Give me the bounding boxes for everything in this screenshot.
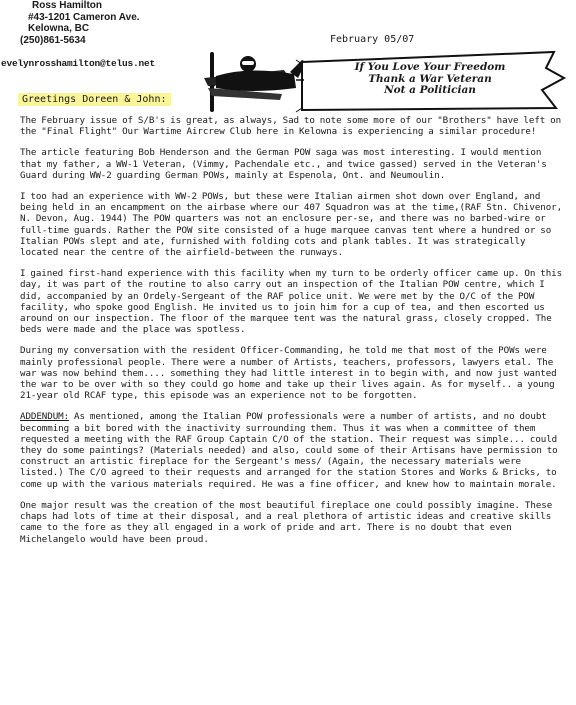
addendum-paragraph [20, 411, 565, 489]
sender-address: #43-1201 Cameron Ave. [28, 11, 140, 23]
sender-phone: (250)861-5634 [20, 34, 86, 46]
addendum-text: As mentioned, among the Italian POW professionals were a number of artists, and no doubt becomming a bit bored with the inactivity surrounding them. Thus it was when a committee of them requested a meeting with the RAF Group Captain C/O of the station. Their request was simple... could they do some paintings? (Materials needed) and also, could some of their Artisans have permission to construct an artistic fireplace for the Sergeant's mess/ (Again, the necessary materials were listed.) The C/O agreed to their requests and arranged for the station Stores and Works & Bricks, to come up with the various materials required. He was a fine officer, and knew how to maintain morale. [20, 411, 558, 490]
greeting: Greetings Doreen & John: [18, 93, 171, 106]
sender-email: evelynrosshamilton@telus.net [1, 58, 156, 69]
paragraph-5: During my conversation with the resident Officer-Commanding, he told me that most of the POWs were mainly professional people. There were a number of Artists, teachers, professors, lawyers etal. The war was now behind them.... something they had little interest in to begin with, and now just wanted the war to be over with so they could go home and take up their lives again. As for myself.. a young 21-year old RCAF type, this episode was an experience not to be forgotten. [20, 345, 557, 402]
letter-body [20, 115, 565, 555]
sender-name: Ross Hamilton [32, 0, 103, 11]
sender-city: Kelowna, BC [28, 23, 90, 34]
sender-block [20, 0, 140, 46]
banner-line-2: Thank a War Veteran [368, 72, 492, 85]
paragraph-3: I too had an experience with WW-2 POWs, but these were Italian airmen shot down over England, and being held in an encampment on the airbase where our 407 Squadron was at the time,(RAF Stn. Chivenor, N. Devon, Aug. 1944) The POW quarters was not an enclosure per-se, and there was no barbed-wire or full-time guards. Rather the POW site consisted of a huge marquee canvas tent where a hundred or so Italian POWs slept and ate, furnished with folding cots and plank tables. It was strategically located near the centre of the airfield-between the runways. [20, 191, 563, 259]
paragraph-2: The article featuring Bob Henderson and the German POW saga was most interesting. I would mention that my father, a WW-1 Veteran, (Vimmy, Pachendale etc., and twice gassed) served in the Veteran's Guard during WW-2 guarding German POWs, mainly at Espenola, Ont. and Neumoulin. [20, 147, 547, 181]
paragraph-4: I gained first-hand experience with this facility when my turn to be orderly officer came up. On this day, it was part of the routine to also carry out an inspection of the Italian POW centre, which I did, accompanied by an Ordely-Sergeant of the RAF police unit. We were met by the O/C of the POW facility, who spoke good English. He invited us to join him for a cup of tea, and then escorted us around on our inspection. The floor of the marquee tent was the natural grass, closely cropped. The beds were made and the place was spotless. [20, 268, 563, 336]
banner-text [306, 62, 554, 97]
paragraph-1: The February issue of S/B's is great, as always, Sad to note some more of our "Brothers" have left on the "Final Flight" Our Wartime Aircrew Club here in Kelowna is experiencing a similar procedure! [20, 115, 562, 138]
banner-line-1: If You Love Your Freedom [354, 61, 506, 73]
letter-date: February 05/07 [330, 34, 415, 45]
banner-line-3: Not a Politician [384, 84, 476, 96]
addendum-label: ADDENDUM: [20, 411, 70, 423]
closing-paragraph: One major result was the creation of the most beautiful fireplace one could possibly imagine. These chaps had lots of time at their disposal, and a real plethora of artistic ideas and creative skills came to the fore as they all engaged in a work of pride and art. There is no doubt that even Michelangelo would have been proud. [20, 499, 553, 545]
veteran-banner [198, 48, 574, 114]
